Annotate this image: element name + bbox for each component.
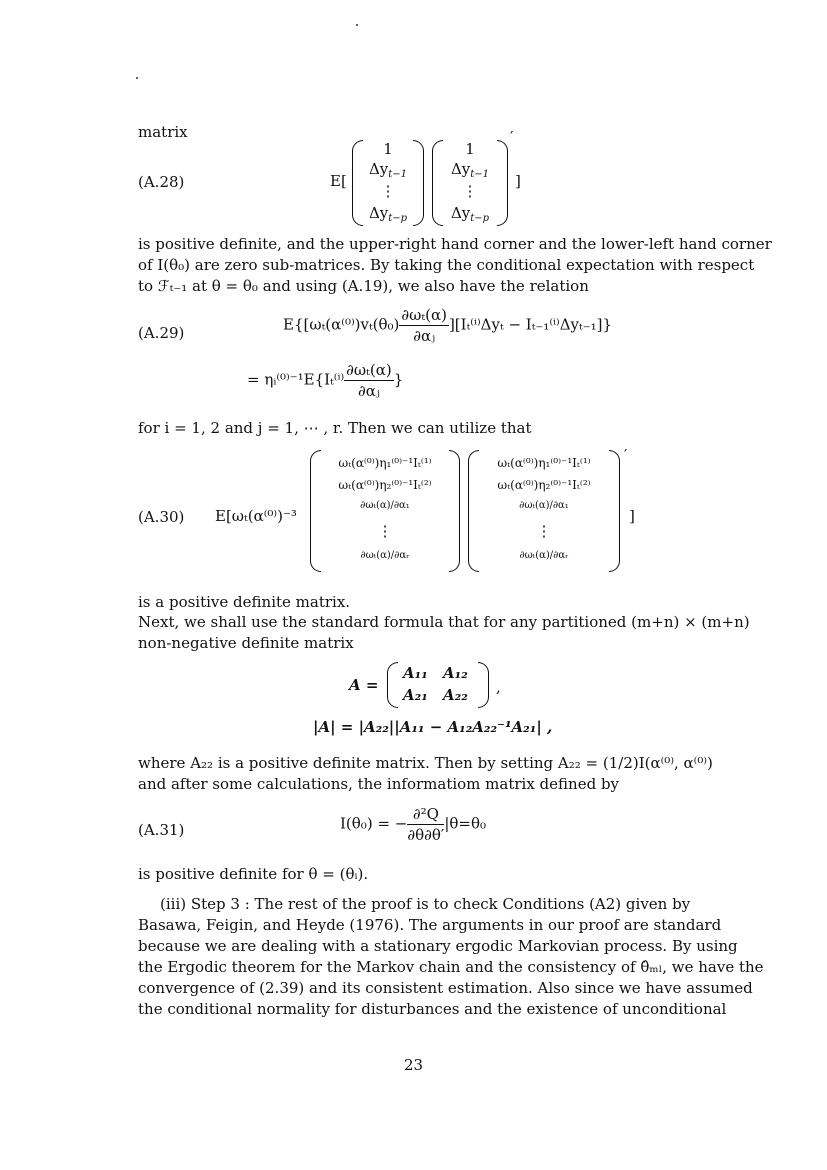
vector-entry: ∂ωₜ(α)/∂α₁ <box>519 500 569 511</box>
equation-label-a29: (A.29) <box>138 324 185 342</box>
vector-entry: ⋮ <box>377 522 393 540</box>
vector-entry: 1 <box>465 140 475 158</box>
vector-entry: ∂ωₜ(α)/∂αᵣ <box>519 550 569 561</box>
matrix-a-lhs: A = <box>349 676 379 694</box>
scan-speck <box>356 24 358 26</box>
a28-expectation: E[ <box>330 172 347 190</box>
a31-equation: I(θ₀) = − $\frac{\text{∂²Q}}{\partial\theta\partial\theta'}$ |θ=θ₀ <box>340 805 487 844</box>
para2-line: and after some calculations, the informatiom matrix defined by <box>138 775 620 793</box>
step3-line: (iii) Step 3 : The rest of the proof is to check Conditions (A2) given by <box>160 895 691 913</box>
para1-line: of I(θ₀) are zero sub-matrices. By taking the conditional expectation with respect <box>138 256 755 274</box>
a28-transpose: ′ <box>510 128 514 146</box>
vector-entry: ⋮ <box>462 182 478 200</box>
matrix-a11: A₁₁ <box>403 664 428 682</box>
matrix-a21: A₂₁ <box>403 686 428 704</box>
equation-label-a30: (A.30) <box>138 508 185 526</box>
a30-vector-left <box>310 450 460 572</box>
equation-label-a28: (A.28) <box>138 173 185 191</box>
para1-line: to ℱₜ₋₁ at θ = θ₀ and using (A.19), we also have the relation <box>138 277 589 295</box>
vector-entry: ∂ωₜ(α)/∂α₁ <box>360 500 410 511</box>
vector-entry: ωₜ(α⁽⁰⁾)η₁⁽⁰⁾⁻¹Iₜ⁽¹⁾ <box>497 456 591 470</box>
a29-line2: = ηᵢ⁽⁰⁾⁻¹E{Iₜ⁽ⁱ⁾ $\frac{\text{∂ωₜ(α)}}{\text{∂αⱼ}}$ } <box>247 361 404 400</box>
step3-line: the Ergodic theorem for the Markov chain and the consistency of θ̂ₘₗ, we have the <box>138 958 764 976</box>
vector-entry: ωₜ(α⁽⁰⁾)η₂⁽⁰⁾⁻¹Iₜ⁽²⁾ <box>497 478 591 492</box>
matrix-a <box>387 662 489 708</box>
text-next-line: non-negative definite matrix <box>138 634 354 652</box>
para2-line: where A₂₂ is a positive definite matrix. Then by setting A₂₂ = (1/2)I(α⁽⁰⁾, α⁽⁰⁾) <box>138 754 713 772</box>
step3-line: because we are dealing with a stationary ergodic Markovian process. By using <box>138 937 738 955</box>
a31-fraction: $\frac{\text{∂²Q}}{\partial\theta\partial\theta'}$ <box>407 805 445 844</box>
a28-vector-right <box>432 140 508 226</box>
page-number: 23 <box>403 1056 424 1074</box>
a29-fraction: $\frac{\text{∂ωₜ(α)}}{\text{∂αⱼ}}$ <box>401 306 447 345</box>
vector-entry: ωₜ(α⁽⁰⁾)η₂⁽⁰⁾⁻¹Iₜ⁽²⁾ <box>338 478 432 492</box>
text-positive-definite: is a positive definite matrix. <box>138 593 351 611</box>
a28-close: ] <box>515 172 521 190</box>
a30-transpose: ′ <box>624 446 628 464</box>
a28-vector-left <box>352 140 424 226</box>
vector-entry: $\Delta y_{t-p}$ <box>368 204 408 224</box>
vector-entry: ⋮ <box>380 182 396 200</box>
intro-word: matrix <box>138 123 188 141</box>
text-next-line: Next, we shall use the standard formula that for any partitioned (m+n) × (m+n) <box>138 613 750 631</box>
step3-line: convergence of (2.39) and its consistent estimation. Also since we have assumed <box>138 979 753 997</box>
vector-entry: $\Delta y_{t-p}$ <box>450 204 490 224</box>
vector-entry: ωₜ(α⁽⁰⁾)η₁⁽⁰⁾⁻¹Iₜ⁽¹⁾ <box>338 456 432 470</box>
equation-label-a31: (A.31) <box>138 821 185 839</box>
vector-entry: $\Delta y_{t-1}$ <box>368 160 408 180</box>
step3-line: Basawa, Feigin, and Heyde (1976). The arguments in our proof are standard <box>138 916 722 934</box>
a30-left: E[ωₜ(α⁽⁰⁾)⁻³ <box>215 507 297 525</box>
matrix-a-tail: , <box>496 678 501 696</box>
scan-speck <box>136 77 138 79</box>
matrix-a22: A₂₂ <box>443 686 468 704</box>
determinant-formula: |A| = |A₂₂||A₁₁ − A₁₂A₂₂⁻¹A₂₁| , <box>313 718 553 736</box>
vector-entry: ∂ωₜ(α)/∂αᵣ <box>360 550 410 561</box>
vector-entry: $\Delta y_{t-1}$ <box>450 160 490 180</box>
right-paren <box>478 662 489 708</box>
text-for: for i = 1, 2 and j = 1, ⋯ , r. Then we can utilize that <box>138 419 532 437</box>
para1-line: is positive definite, and the upper-right hand corner and the lower-left hand corner <box>138 235 772 253</box>
step3-line: the conditional normality for disturbances and the existence of unconditional <box>138 1000 727 1018</box>
a30-vector-right <box>468 450 620 572</box>
left-paren <box>387 662 398 708</box>
matrix-a12: A₁₂ <box>443 664 468 682</box>
a29-fraction: $\frac{\text{∂ωₜ(α)}}{\text{∂αⱼ}}$ <box>346 361 392 400</box>
vector-entry: ⋮ <box>536 522 552 540</box>
text-positive-definite-2: is positive definite for θ = (θᵢ). <box>138 865 369 883</box>
a29-line1: E{[ωₜ(α⁽⁰⁾)vₜ(θ₀) $\frac{\text{∂ωₜ(α)}}{\text{∂αⱼ}}$ ][Iₜ⁽ⁱ⁾Δyₜ − Iₜ₋₁⁽ⁱ⁾Δyₜ₋₁]} <box>283 306 613 345</box>
vector-entry: 1 <box>383 140 393 158</box>
a30-close: ] <box>629 507 635 525</box>
